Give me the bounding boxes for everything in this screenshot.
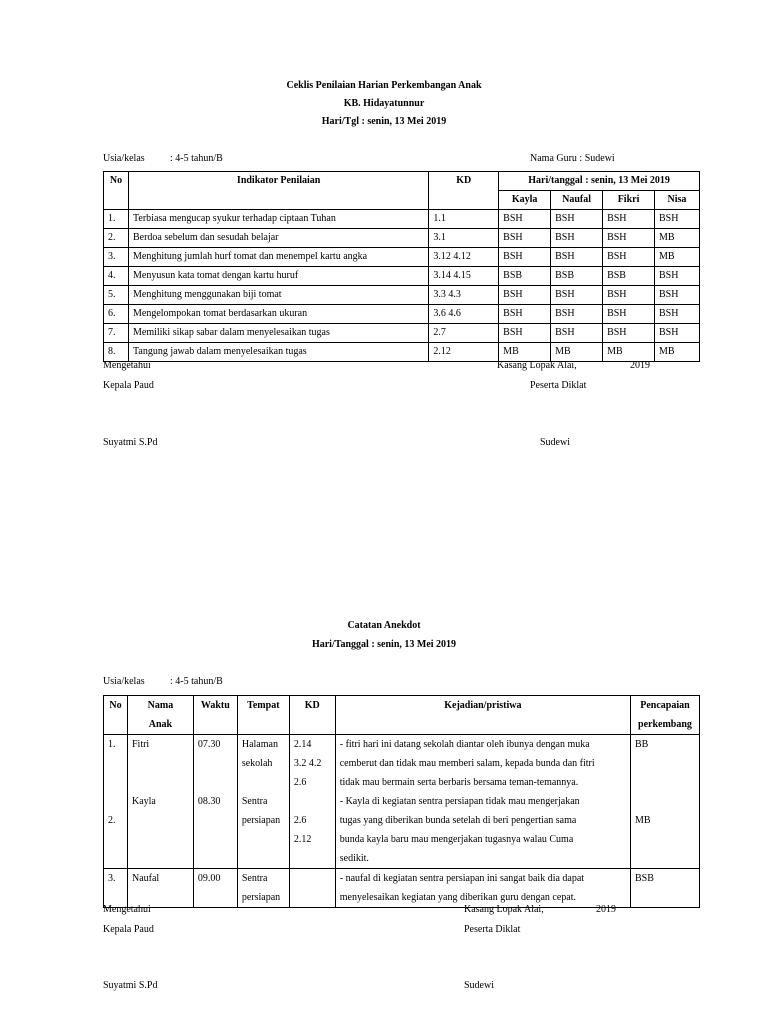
cell-score: MB (654, 343, 699, 362)
table-row (104, 305, 700, 324)
cell-score: BSH (499, 324, 551, 343)
row-name: Naufal (131, 873, 160, 884)
header-name-line: Nama (147, 700, 174, 711)
cell-score: BSH (603, 210, 655, 229)
cell-score: MB (603, 343, 655, 362)
cell-no: 1. (104, 210, 129, 229)
sign-known-label: Mengetahui (103, 360, 151, 371)
school-name: KB. Hidayatunnur (343, 98, 425, 109)
cell-no: 8. (104, 343, 129, 362)
row-kd: 2.6 (293, 777, 307, 788)
cell-score: BSH (499, 305, 551, 324)
row-place: sekolah (241, 758, 273, 769)
cell-score: BSH (499, 248, 551, 267)
row-event: - fitri hari ini datang sekolah diantar oleh ibunya dengan muka (339, 739, 590, 750)
cell-score: BSH (551, 286, 603, 305)
cell-score: BSH (654, 324, 699, 343)
cell-no: 6. (104, 305, 129, 324)
header-achievement-line: perkembang (638, 719, 692, 730)
cell-name (127, 735, 193, 869)
row-place: Halaman (241, 739, 278, 750)
header-kid: Fikri (603, 191, 655, 210)
cell-indicator: Tangung jawab dalam menyelesaikan tugas (128, 343, 428, 362)
cell-score: BSH (499, 210, 551, 229)
cell-achievement (630, 869, 699, 908)
checklist-title: Ceklis Penilaian Harian Perkembangan Anak (286, 80, 482, 91)
cell-no (104, 869, 128, 908)
checklist-date: Hari/Tgl : senin, 13 Mei 2019 (321, 116, 447, 127)
cell-no: 7. (104, 324, 129, 343)
table-row (104, 324, 700, 343)
cell-score: MB (551, 343, 603, 362)
cell-score: MB (654, 248, 699, 267)
cell-score: BSH (654, 267, 699, 286)
sign-participant-name: Sudewi (464, 980, 494, 991)
table-row (104, 286, 700, 305)
cell-score: BSH (499, 229, 551, 248)
row-event: sedikit. (339, 853, 369, 864)
cell-kd: 2.7 (429, 324, 499, 343)
header-kid: Nisa (654, 191, 699, 210)
table-row (104, 869, 700, 908)
cell-score: MB (499, 343, 551, 362)
row-no: 1. (108, 739, 116, 750)
sign-participant-label: Peserta Diklat (464, 924, 521, 935)
header-no: No (104, 696, 128, 735)
sign-year: 2019 (596, 904, 616, 915)
table-row (104, 267, 700, 286)
anecdote-table (103, 695, 700, 908)
cell-achievement (630, 735, 699, 869)
header-kd: KD (289, 696, 335, 735)
cell-indicator: Berdoa sebelum dan sesudah belajar (128, 229, 428, 248)
header-event: Kejadian/pristiwa (335, 696, 630, 735)
header-achievement-line: Pencapaian (640, 700, 690, 711)
age-class-value: : 4-5 tahun/B (170, 676, 223, 687)
assessment-table (103, 171, 700, 362)
cell-score: BSH (499, 286, 551, 305)
cell-score: BSB (551, 267, 603, 286)
row-no: 2. (108, 815, 116, 826)
cell-score: BSH (603, 229, 655, 248)
header-date: Hari/tanggal : senin, 13 Mei 2019 (499, 172, 700, 191)
sign-year: 2019 (630, 360, 650, 371)
cell-score: BSH (654, 305, 699, 324)
age-class-value: : 4-5 tahun/B (170, 153, 223, 164)
cell-score: MB (654, 229, 699, 248)
row-time: 09.00 (197, 873, 221, 884)
cell-indicator: Mengelompokan tomat berdasarkan ukuran (128, 305, 428, 324)
row-event: tugas yang diberikan bunda setelah di beri pengertian sama (339, 815, 577, 826)
cell-kd: 3.6 4.6 (429, 305, 499, 324)
table-row (104, 210, 700, 229)
header-name (127, 696, 193, 735)
row-place: Sentra (241, 796, 268, 807)
cell-score: BSH (654, 210, 699, 229)
cell-indicator: Terbiasa mengucap syukur terhadap ciptaan Tuhan (128, 210, 428, 229)
header-name-line: Anak (148, 719, 173, 730)
cell-no (104, 735, 128, 869)
cell-indicator: Menghitung menggunakan biji tomat (128, 286, 428, 305)
header-time: Waktu (193, 696, 237, 735)
cell-score: BSH (603, 286, 655, 305)
sign-known-label: Mengetahui (103, 904, 151, 915)
header-kd: KD (429, 172, 499, 210)
cell-kd: 3.12 4.12 (429, 248, 499, 267)
sign-head-name: Suyatmi S.Pd (103, 980, 158, 991)
cell-score: BSH (654, 286, 699, 305)
cell-score: BSH (603, 305, 655, 324)
cell-score: BSH (551, 210, 603, 229)
cell-kd (289, 869, 335, 908)
cell-kd: 2.12 (429, 343, 499, 362)
cell-no: 4. (104, 267, 129, 286)
header-achievement (630, 696, 699, 735)
row-name: Kayla (131, 796, 156, 807)
cell-kd: 3.1 (429, 229, 499, 248)
row-event: cemberut dan tidak mau memberi salam, kepada bunda dan fitri (339, 758, 595, 769)
row-event: - naufal di kegiatan sentra persiapan ini sangat baik dia dapat (339, 873, 585, 884)
row-event: bunda kayla baru mau mengerjakan tugasnya walau Cuma (339, 834, 574, 845)
table-row (104, 343, 700, 362)
row-kd: 3.2 4.2 (293, 758, 322, 769)
cell-place (237, 869, 289, 908)
cell-event (335, 869, 630, 908)
cell-score: BSH (551, 324, 603, 343)
cell-score: BSB (499, 267, 551, 286)
teacher-name: Nama Guru : Sudewi (530, 153, 615, 164)
table-row (104, 229, 700, 248)
cell-score: BSB (603, 267, 655, 286)
row-time: 07.30 (197, 739, 221, 750)
row-no: 3. (108, 873, 116, 884)
row-place: Sentra (241, 873, 268, 884)
anecdote-title: Catatan Anekdot (347, 620, 421, 631)
header-kid: Naufal (551, 191, 603, 210)
cell-no: 2. (104, 229, 129, 248)
row-achievement: MB (634, 815, 651, 826)
age-class-label: Usia/kelas (103, 153, 145, 164)
sign-head-label: Kepala Paud (103, 380, 154, 391)
table-row (104, 735, 700, 869)
row-achievement: BSB (634, 873, 654, 884)
sign-participant-name: Sudewi (540, 437, 570, 448)
cell-kd (289, 735, 335, 869)
assessment-table-body (104, 210, 700, 362)
cell-indicator: Menyusun kata tomat dengan kartu huruf (128, 267, 428, 286)
cell-kd: 3.14 4.15 (429, 267, 499, 286)
cell-score: BSH (551, 248, 603, 267)
anecdote-date: Hari/Tanggal : senin, 13 Mei 2019 (311, 639, 457, 650)
row-kd: 2.14 (293, 739, 312, 750)
row-event: - Kayla di kegiatan sentra persiapan tidak mau mengerjakan (339, 796, 580, 807)
header-kid: Kayla (499, 191, 551, 210)
header-place: Tempat (237, 696, 289, 735)
row-name: Fitri (131, 739, 150, 750)
row-achievement: BB (634, 739, 649, 750)
cell-event (335, 735, 630, 869)
cell-indicator: Memiliki sikap sabar dalam menyelesaikan tugas (128, 324, 428, 343)
age-class-label: Usia/kelas (103, 676, 145, 687)
row-kd: 2.12 (293, 834, 312, 845)
row-event: tidak mau bermain serta berbaris bersama teman-temannya. (339, 777, 579, 788)
sign-head-label: Kepala Paud (103, 924, 154, 935)
sign-place: Kasang Lopak Alai, (464, 904, 544, 915)
cell-indicator: Menghitung jumlah hurf tomat dan menempel kartu angka (128, 248, 428, 267)
cell-score: BSH (551, 229, 603, 248)
cell-no: 5. (104, 286, 129, 305)
header-no: No (104, 172, 129, 210)
row-place: persiapan (241, 815, 281, 826)
cell-score: BSH (551, 305, 603, 324)
cell-name (127, 869, 193, 908)
cell-kd: 3.3 4.3 (429, 286, 499, 305)
row-kd: 2.6 (293, 815, 307, 826)
table-row (104, 248, 700, 267)
cell-place (237, 735, 289, 869)
cell-time (193, 735, 237, 869)
cell-score: BSH (603, 324, 655, 343)
sign-place: Kasang Lopak Alai, (497, 360, 577, 371)
sign-participant-label: Peserta Diklat (530, 380, 587, 391)
cell-kd: 1.1 (429, 210, 499, 229)
cell-time (193, 869, 237, 908)
row-time: 08.30 (197, 796, 221, 807)
sign-head-name: Suyatmi S.Pd (103, 437, 158, 448)
cell-score: BSH (603, 248, 655, 267)
cell-no: 3. (104, 248, 129, 267)
header-indicator: Indikator Penilaian (128, 172, 428, 210)
row-event: menyelesaikan kegiatan yang diberikan guru dengan cepat. (339, 892, 577, 903)
row-place: persiapan (241, 892, 281, 903)
